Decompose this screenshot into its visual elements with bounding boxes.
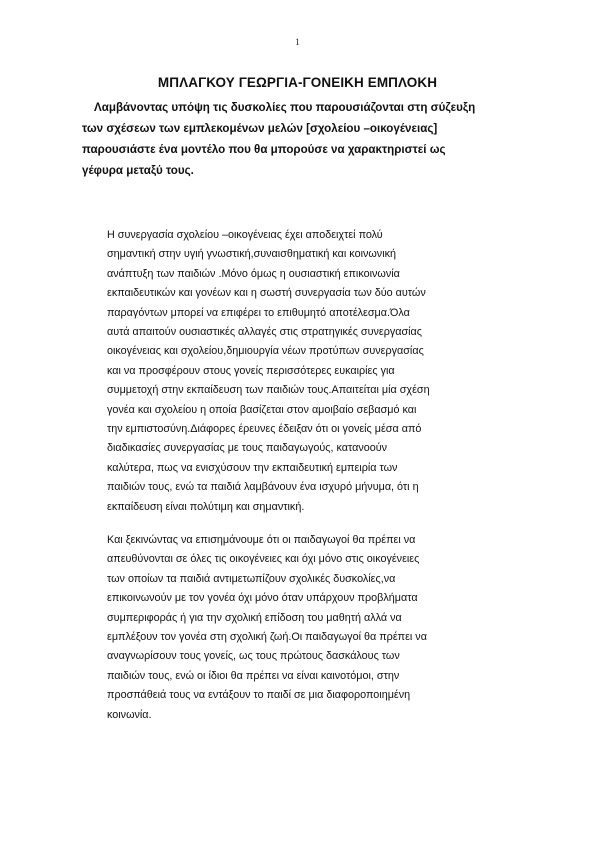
paragraph-line: γονέα και σχολείου η οποία βασίζεται στον αμοιβαίο σεβασμό και	[107, 403, 417, 416]
paragraph-line: Η συνεργασία σχολείου –οικογένειας έχει αποδειχτεί πολύ	[107, 229, 383, 241]
paragraph-line: καλύτερα, πως να ενισχύσουν την εκπαιδευτική εμπειρία των	[107, 461, 398, 474]
paragraph-line: σημαντική στην υγιή γνωστική,συναισθηματική και κοινωνική	[107, 248, 397, 261]
paragraph-line: εκπαίδευση είναι πολύτιμη και σημαντική.	[107, 500, 305, 513]
paragraph-line: απευθύνονται σε όλες τις οικογένειες και όχι μόνο στις οικογένειες	[107, 553, 420, 566]
paragraph-line: διαδικασίες συνεργασίας με τους παιδαγωγούς, κατανοούν	[107, 442, 388, 455]
page-number: 1	[295, 37, 300, 47]
paragraph-line: προσπάθειά τους να εντάξουν το παιδί σε μια διαφοροποιημένη	[107, 689, 411, 702]
paragraph-line: και να προσφέρουν στους γονείς περισσότερες ευκαιρίες για	[107, 364, 395, 377]
document-title: ΜΠΛΑΓΚΟΥ ΓΕΩΡΓΙΑ-ΓΟΝΕΙΚΗ ΕΜΠΛΟΚΗ	[157, 75, 438, 90]
paragraph-line: ανάπτυξη των παιδιών .Μόνο όμως η ουσιαστική επικοινωνία	[107, 267, 400, 280]
prompt-line: Λαμβάνοντας υπόψη τις δυσκολίες που παρουσιάζονται στη σύζευξη	[94, 101, 476, 114]
paragraph-line: εκπαιδευτικών και γονέων και η σωστή συνεργασία των δύο αυτών	[107, 287, 426, 300]
paragraph-line: συμμετοχή στην εκπαίδευση των παιδιών τους.Απαιτείται μία σχέση	[107, 384, 430, 397]
paragraph-line: Και ξεκινώντας να επισημάνουμε ότι οι παιδαγωγοί θα πρέπει να	[107, 534, 416, 546]
paragraph-line: την εμπιστοσύνη.Διάφορες έρευνες έδειξαν ότι οι γονείς μέσα από	[107, 423, 422, 436]
paragraph-line: κοινωνία.	[107, 708, 152, 721]
paragraph-line: οικογένειας και σχολείου,δημιουργία νέων προτύπων συνεργασίας	[107, 345, 424, 358]
assignment-prompt	[82, 97, 522, 181]
paragraph-line: αυτά απαιτούν ουσιαστικές αλλαγές στις στρατηγικές συνεργασίας	[107, 326, 422, 339]
paragraph-line: συμπεριφοράς ή για την σχολική επίδοση του μαθητή αλλά να	[107, 611, 402, 624]
body-paragraph-1	[107, 226, 527, 517]
paragraph-line: αναγνωρίσουν τους γονείς, ως τους πρώτους δασκάλους των	[107, 650, 400, 663]
paragraph-line: παιδιών τους, ενώ τα παιδιά λαμβάνουν ένα ισχυρό μήνυμα, ότι η	[107, 481, 419, 494]
paragraph-line: εμπλέξουν τον γονέα στη σχολική ζωή.Οι παιδαγωγοί θα πρέπει να	[107, 631, 427, 644]
body-paragraph-2	[107, 531, 527, 725]
prompt-line: των σχέσεων των εμπλεκομένων μελών [σχολείου –οικογένειας]	[82, 122, 438, 135]
paragraph-line: επικοινωνούν με τον γονέα όχι μόνο όταν υπάρχουν προβλήματα	[107, 592, 418, 605]
prompt-line: παρουσιάστε ένα μοντέλο που θα μπορούσε να χαρακτηριστεί ως	[82, 143, 446, 156]
paragraph-line: των οποίων τα παιδιά αντιμετωπίζουν σχολικές δυσκολίες,να	[107, 572, 396, 585]
paragraph-line: παραγόντων μπορεί να επιφέρει το επιθυμητό αποτέλεσμα.Όλα	[107, 306, 410, 319]
paragraph-line: παιδιών τους, ενώ οι ίδιοι θα πρέπει να είναι καινοτόμοι, στην	[107, 669, 400, 682]
prompt-line: γέφυρα μεταξύ τους.	[82, 164, 194, 177]
